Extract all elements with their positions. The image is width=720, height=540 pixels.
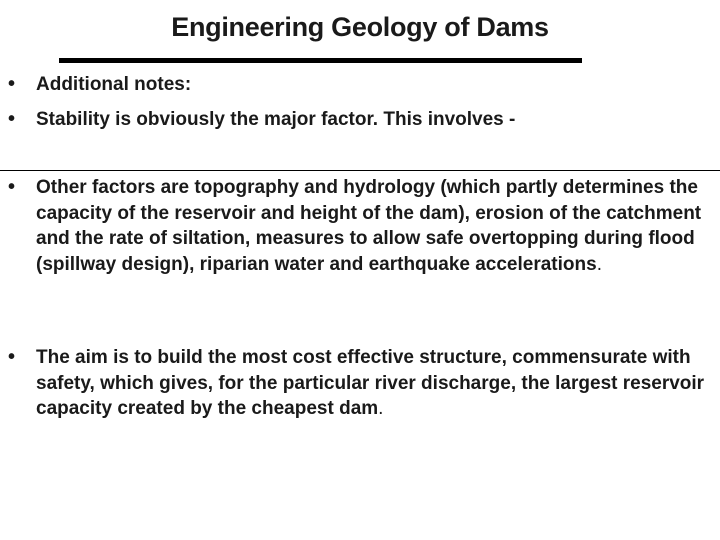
bullet-period: . (596, 253, 602, 275)
bullet-period: . (378, 398, 384, 419)
separator-line (0, 170, 720, 171)
bullet-aim (8, 345, 712, 422)
bullet-dot: • (8, 176, 16, 198)
bullet-stability (8, 107, 712, 133)
title-underline (59, 58, 582, 63)
bullet-additional-notes (8, 72, 712, 98)
bullet-dot: • (8, 346, 16, 368)
bullet-text: Other factors are topography and hydrology (which partly determines the capacity of the reservoir and height of the dam), erosion of the catchment and the rate of siltation, measures to allow safe overtopping during flood (spillway design), riparian water and earthquake accelerations (36, 177, 702, 275)
bullet-other-factors (8, 175, 712, 277)
bullet-dot: • (8, 73, 16, 95)
bullet-dot: • (8, 108, 16, 130)
slide-title: Engineering Geology of Dams (171, 12, 549, 42)
bullet-text: Additional notes: (36, 74, 192, 95)
bullet-text: Stability is obviously the major factor. This involves - (36, 109, 516, 130)
bullet-text: The aim is to build the most cost effective structure, commensurate with safety, which gives, for the particular river discharge, the largest reservoir capacity created by the cheapest dam (36, 347, 705, 419)
